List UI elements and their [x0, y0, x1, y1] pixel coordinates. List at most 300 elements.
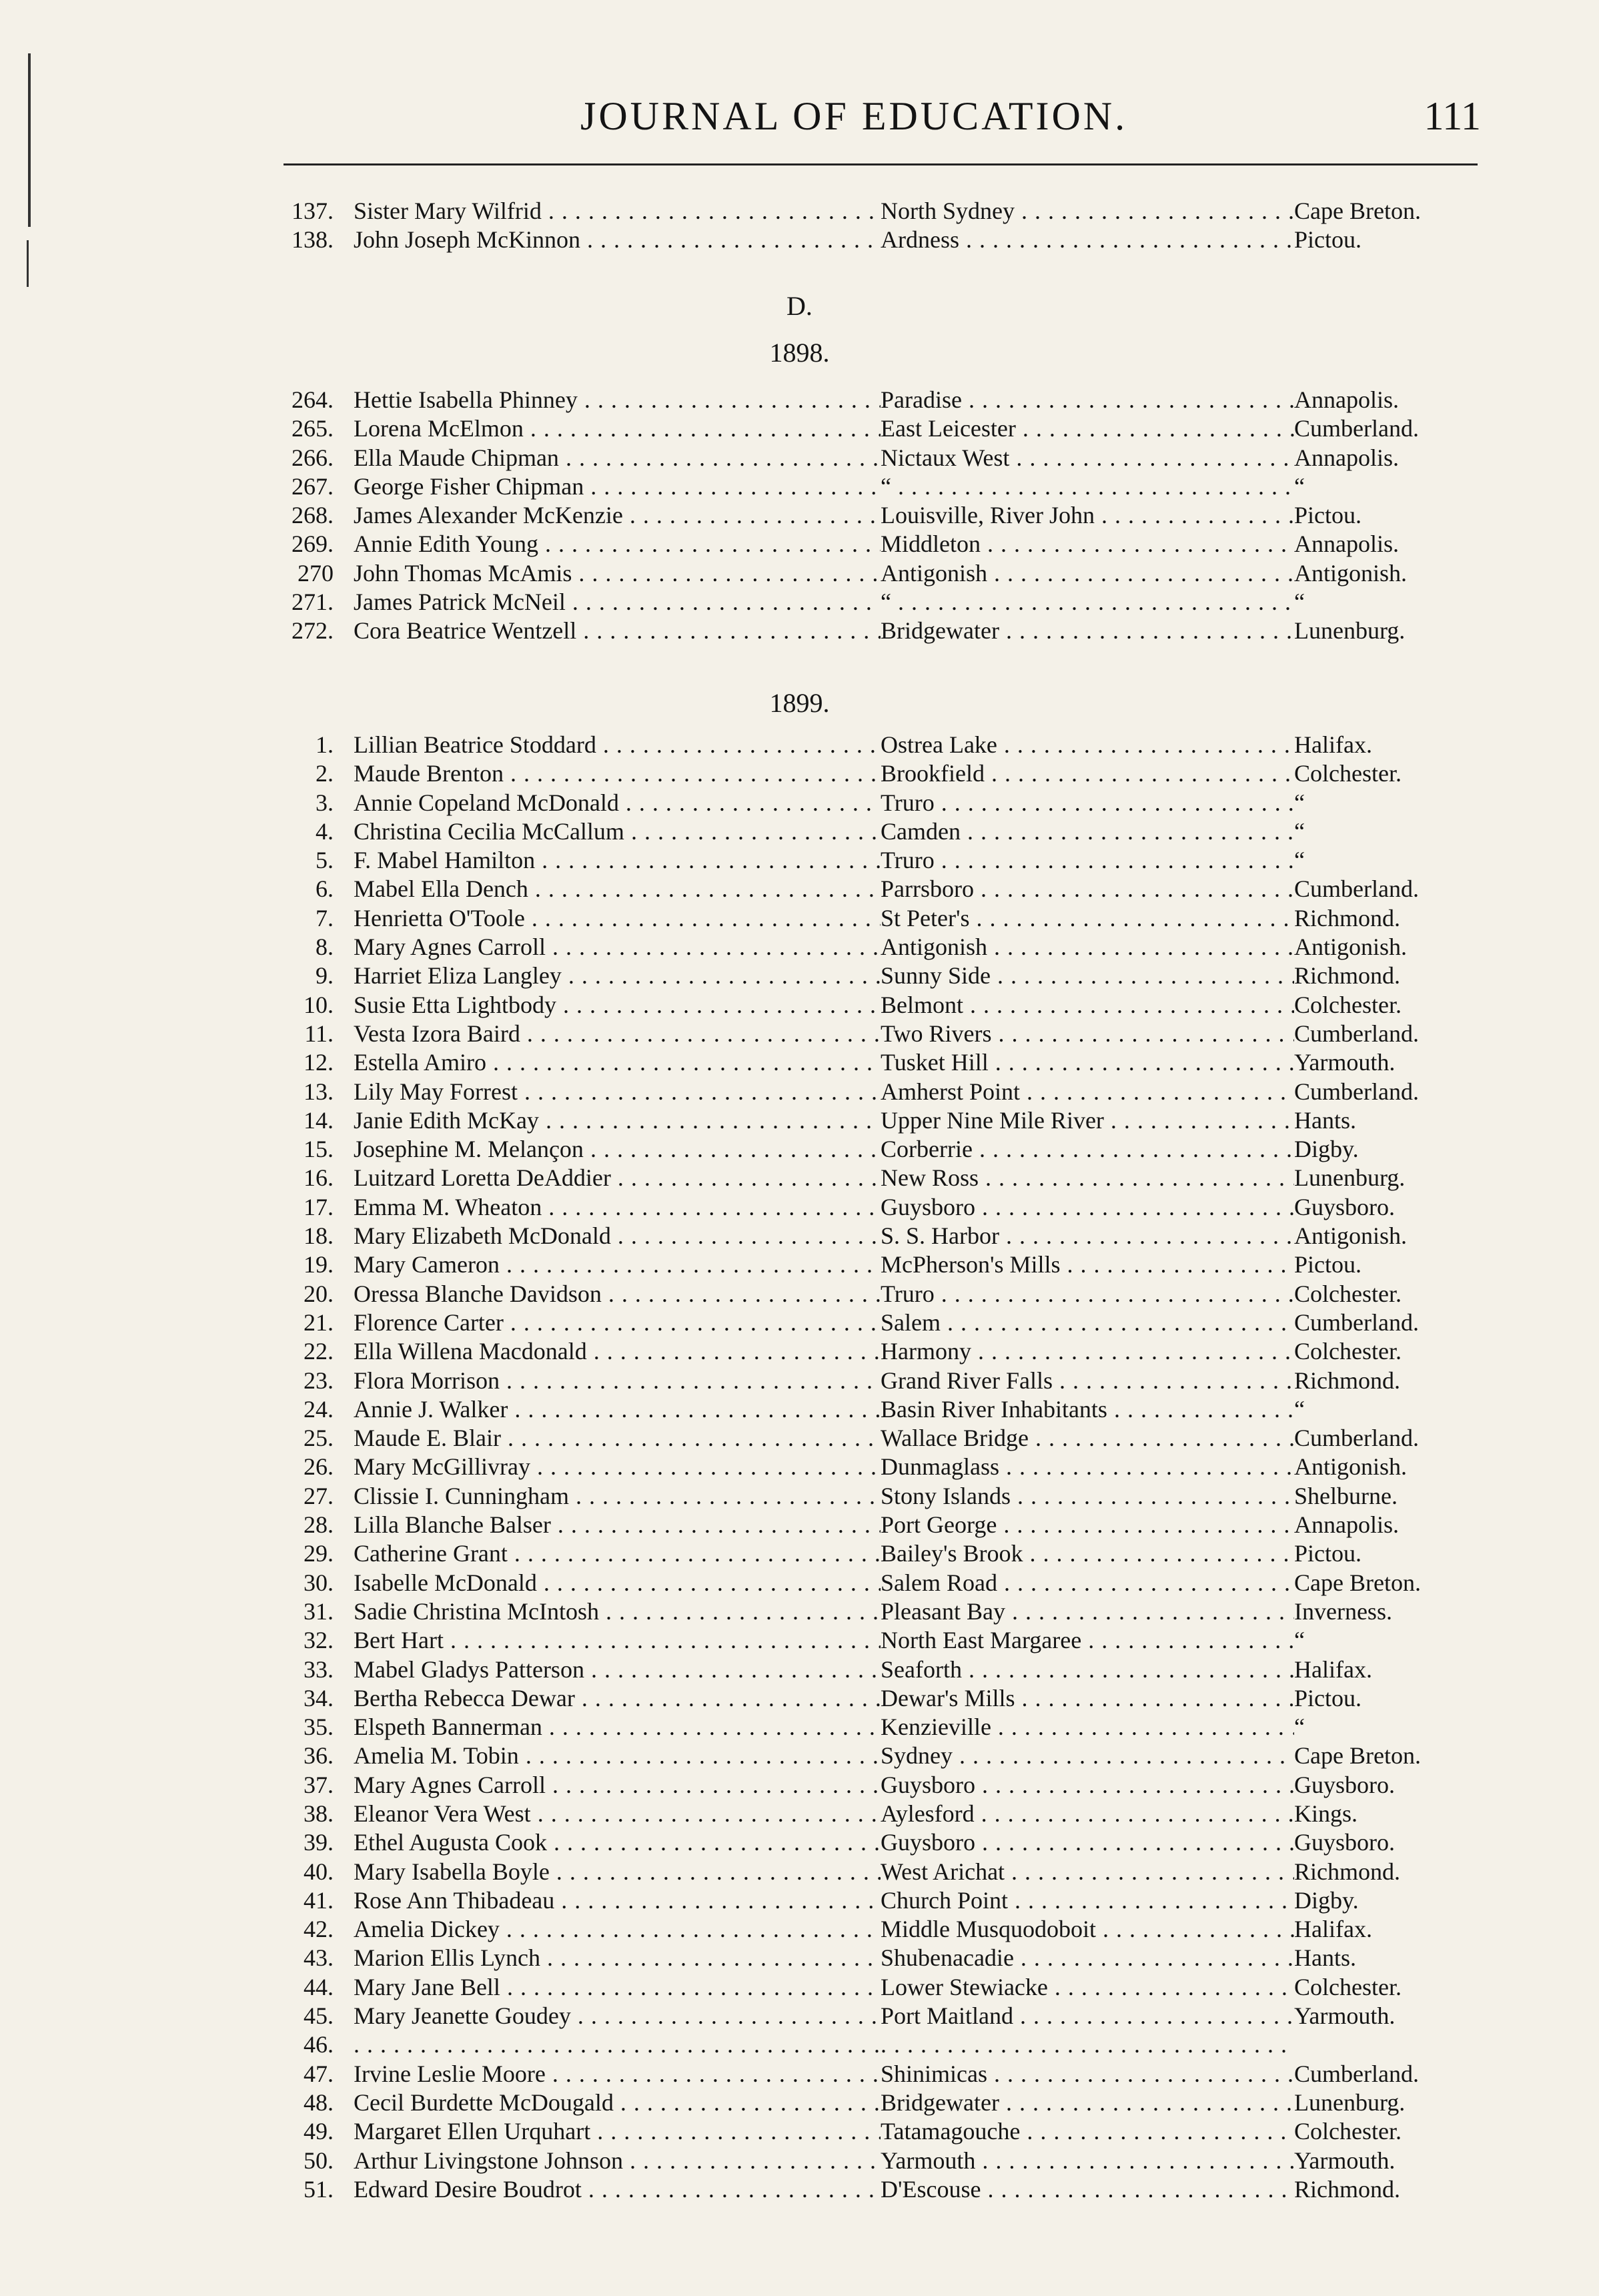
entry-place: S. S. Harbor . . . — [881, 1222, 1294, 1250]
list-item — [253, 2088, 1494, 2117]
entry-name: Irvine Leslie Moore . . . — [354, 2060, 881, 2088]
entry-county: Annapolis. — [1294, 386, 1399, 413]
list-item — [253, 1367, 1494, 1395]
entry-place: Lower Stewiacke . . . — [881, 1973, 1294, 2002]
list-item — [253, 1828, 1494, 1857]
entry-county: Richmond. — [1294, 962, 1400, 990]
entry-number: 41. — [304, 1886, 334, 1914]
entry-place: Sunny Side . . . — [881, 962, 1294, 990]
entry-number: 39. — [304, 1829, 334, 1856]
entry-number: 268. — [292, 502, 334, 529]
list-item — [253, 530, 1494, 558]
entry-name: Amelia Dickey . . . — [354, 1915, 881, 1944]
entry-name: Ella Maude Chipman . . . — [354, 444, 881, 472]
list-item — [253, 414, 1494, 443]
entry-name: Maude E. Blair . . . — [354, 1424, 881, 1453]
entry-county: Yarmouth. — [1294, 2002, 1396, 2030]
entry-name: Annie Edith Young . . . — [354, 530, 881, 558]
entry-name: Lilla Blanche Balser . . . — [354, 1511, 881, 1539]
entry-county: Yarmouth. — [1294, 2147, 1396, 2174]
entry-place: Guysboro . . . — [881, 1828, 1294, 1857]
entry-number: 11. — [304, 1020, 334, 1047]
entry-county: Cumberland. — [1294, 1078, 1419, 1105]
entry-place: St Peter's . . . — [881, 904, 1294, 933]
list-item — [253, 2060, 1494, 2088]
entry-name: Mary McGillivray . . . — [354, 1453, 881, 1481]
entry-name: Cecil Burdette McDougald . . . — [354, 2088, 881, 2117]
list-item — [253, 731, 1494, 759]
entry-county: Guysboro. — [1294, 1829, 1395, 1856]
entry-number: 272. — [292, 617, 334, 645]
entry-county: Cumberland. — [1294, 2060, 1419, 2087]
entry-number: 29. — [304, 1540, 334, 1567]
list-item — [253, 444, 1494, 472]
entry-name: Vesta Izora Baird . . . — [354, 1020, 881, 1048]
list-item — [253, 759, 1494, 788]
entry-place: Salem . . . — [881, 1308, 1294, 1337]
entry-name: Florence Carter . . . — [354, 1308, 881, 1337]
page-header — [280, 93, 1481, 140]
entry-county: Colchester. — [1294, 1338, 1402, 1365]
list-item — [253, 1020, 1494, 1048]
entry-place: Paradise . . . — [881, 386, 1294, 414]
list-item — [253, 991, 1494, 1020]
entry-number: 20. — [304, 1280, 334, 1307]
entry-place: Sydney . . . — [881, 1742, 1294, 1770]
entry-name: Bert Hart . . . — [354, 1626, 881, 1655]
entry-name: Margaret Ellen Urquhart . . . — [354, 2117, 881, 2146]
list-item — [253, 1222, 1494, 1250]
entry-name: Lily May Forrest . . . — [354, 1078, 881, 1106]
entry-place: Guysboro . . . — [881, 1193, 1294, 1222]
entry-name: Eleanor Vera West . . . — [354, 1800, 881, 1828]
entry-place: Truro . . . — [881, 1280, 1294, 1308]
entry-name: James Patrick McNeil . . . — [354, 588, 881, 617]
entry-county: Annapolis. — [1294, 444, 1399, 471]
list-item — [253, 1915, 1494, 1944]
entry-name: Mary Agnes Carroll . . . — [354, 1771, 881, 1800]
entry-name: Bertha Rebecca Dewar . . . — [354, 1684, 881, 1713]
entry-place: Dunmaglass . . . — [881, 1453, 1294, 1481]
entry-county: Pictou. — [1294, 1684, 1362, 1711]
entry-county: “ — [1294, 1713, 1305, 1741]
list-item — [253, 933, 1494, 962]
entry-number: 22. — [304, 1338, 334, 1365]
entry-place: Antigonish . . . — [881, 933, 1294, 962]
entry-name: Annie Copeland McDonald . . . — [354, 789, 881, 817]
entry-county: Annapolis. — [1294, 530, 1399, 558]
entry-county: Richmond. — [1294, 904, 1400, 931]
entry-place: Church Point . . . — [881, 1886, 1294, 1915]
entry-number: 51. — [304, 2175, 334, 2203]
list-item — [253, 386, 1494, 414]
entry-place: Port George . . . — [881, 1511, 1294, 1539]
entry-number: 4. — [316, 817, 334, 845]
entry-name: Ethel Augusta Cook . . . — [354, 1828, 881, 1857]
year-heading-1898: 1898. — [769, 338, 830, 368]
entry-number: 8. — [316, 933, 334, 961]
entry-county: Richmond. — [1294, 1858, 1400, 1885]
entry-number: 34. — [304, 1684, 334, 1711]
list-item — [253, 904, 1494, 933]
entry-name: Mary Cameron . . . — [354, 1250, 881, 1279]
entry-county: Lunenburg. — [1294, 2088, 1406, 2116]
entry-county: “ — [1294, 472, 1305, 500]
entry-number: 17. — [304, 1193, 334, 1220]
entry-county: Antigonish. — [1294, 1222, 1408, 1250]
list-item — [253, 1424, 1494, 1453]
section-letter: D. — [786, 291, 813, 321]
list-item — [253, 817, 1494, 846]
entry-county: “ — [1294, 817, 1305, 845]
entry-number: 270 — [298, 559, 334, 587]
entry-name: John Thomas McAmis . . . — [354, 559, 881, 588]
entry-number: 10. — [304, 991, 334, 1018]
entry-name: James Alexander McKenzie . . . — [354, 501, 881, 530]
entry-name: Arthur Livingstone Johnson . . . — [354, 2147, 881, 2175]
list-item — [253, 1511, 1494, 1539]
entry-place: “ . . . — [881, 588, 1294, 617]
entry-county: “ — [1294, 589, 1305, 616]
entry-county: Guysboro. — [1294, 1193, 1395, 1220]
entry-place: Seaforth . . . — [881, 1655, 1294, 1684]
entry-name: Marion Ellis Lynch . . . — [354, 1944, 881, 1972]
entry-county: Halifax. — [1294, 1916, 1372, 1943]
entry-county: Cape Breton. — [1294, 1742, 1421, 1770]
list-item — [253, 1135, 1494, 1164]
entry-name: Ella Willena Macdonald . . . — [354, 1337, 881, 1366]
entry-county: Digby. — [1294, 1886, 1359, 1914]
entries-1898 — [253, 386, 1494, 646]
entry-county: Colchester. — [1294, 1280, 1402, 1307]
entry-number: 25. — [304, 1425, 334, 1452]
entry-name: Christina Cecilia McCallum . . . — [354, 817, 881, 846]
entry-county: Cumberland. — [1294, 1308, 1419, 1336]
entry-number: 49. — [304, 2118, 334, 2145]
entry-place: Amherst Point . . . — [881, 1078, 1294, 1106]
entry-number: 46. — [304, 2031, 334, 2058]
entry-name: John Joseph McKinnon . . . — [354, 226, 881, 254]
entry-place: Guysboro . . . — [881, 1771, 1294, 1800]
entry-place: Shubenacadie . . . — [881, 1944, 1294, 1972]
entry-number: 30. — [304, 1569, 334, 1596]
entry-place: Harmony . . . — [881, 1337, 1294, 1366]
entry-name: Maude Brenton . . . — [354, 759, 881, 788]
entry-county: Lunenburg. — [1294, 617, 1406, 645]
entry-county: Colchester. — [1294, 991, 1402, 1018]
list-item — [253, 1106, 1494, 1135]
entry-place: Belmont . . . — [881, 991, 1294, 1020]
entry-number: 7. — [316, 904, 334, 931]
entry-county: Annapolis. — [1294, 1511, 1399, 1539]
list-item — [253, 789, 1494, 817]
entry-name: Henrietta O'Toole . . . — [354, 904, 881, 933]
entry-place: Dewar's Mills . . . — [881, 1684, 1294, 1713]
entry-county: Cape Breton. — [1294, 198, 1421, 224]
entry-name: Cora Beatrice Wentzell . . . — [354, 617, 881, 645]
entry-number: 28. — [304, 1511, 334, 1539]
entry-place: Tusket Hill . . . — [881, 1048, 1294, 1077]
entry-county: Yarmouth. — [1294, 1049, 1396, 1076]
section-c-continuation — [253, 197, 1494, 255]
entry-name: Susie Etta Lightbody . . . — [354, 991, 881, 1020]
list-item — [253, 1482, 1494, 1511]
list-item — [253, 1048, 1494, 1077]
entry-county: “ — [1294, 847, 1305, 874]
entry-number: 40. — [304, 1858, 334, 1885]
entry-number: 137. — [292, 198, 334, 224]
entry-number: 6. — [316, 875, 334, 903]
entry-place: Salem Road . . . — [881, 1569, 1294, 1597]
list-item — [253, 1337, 1494, 1366]
entry-number: 5. — [316, 847, 334, 874]
entry-county: Hants. — [1294, 1944, 1356, 1972]
entry-place: Two Rivers . . . — [881, 1020, 1294, 1048]
entry-name: Lillian Beatrice Stoddard . . . — [354, 731, 881, 759]
entry-place: Truro . . . — [881, 789, 1294, 817]
list-item — [253, 962, 1494, 990]
entry-name: Janie Edith McKay . . . — [354, 1106, 881, 1135]
list-item — [253, 2175, 1494, 2204]
entry-number: 33. — [304, 1655, 334, 1683]
entry-number: 44. — [304, 1973, 334, 2000]
entry-name: Annie J. Walker . . . — [354, 1395, 881, 1424]
binding-mark — [27, 240, 29, 287]
entry-county: Cumberland. — [1294, 875, 1419, 903]
entries-1899 — [253, 731, 1494, 2204]
entry-number: 265. — [292, 415, 334, 442]
entry-place: Upper Nine Mile River . . . — [881, 1106, 1294, 1135]
entry-place: Middle Musquodoboit . . . — [881, 1915, 1294, 1944]
entry-place: Louisville, River John . . . — [881, 501, 1294, 530]
entry-county: Richmond. — [1294, 1367, 1400, 1394]
entry-number: 12. — [304, 1049, 334, 1076]
list-item — [253, 226, 1494, 254]
entry-place: North East Margaree . . . — [881, 1626, 1294, 1655]
entry-place: New Ross . . . — [881, 1164, 1294, 1192]
year-heading-1899: 1899. — [769, 688, 830, 718]
entry-county: Hants. — [1294, 1106, 1356, 1134]
entry-place: Ardness . . . — [881, 226, 1294, 254]
list-item — [253, 1453, 1494, 1481]
list-item — [253, 1655, 1494, 1684]
entry-place: “ . . . — [881, 472, 1294, 501]
entry-place: Parrsboro . . . — [881, 875, 1294, 903]
list-item — [253, 1771, 1494, 1800]
entry-place: Antigonish . . . — [881, 559, 1294, 588]
entry-county: Inverness. — [1294, 1597, 1392, 1625]
entry-county: Guysboro. — [1294, 1771, 1395, 1798]
entry-name: Mary Elizabeth McDonald . . . — [354, 1222, 881, 1250]
entry-number: 47. — [304, 2060, 334, 2087]
entry-number: 269. — [292, 530, 334, 558]
entry-name: Flora Morrison . . . — [354, 1367, 881, 1395]
entry-number: 9. — [316, 962, 334, 990]
entry-place: Basin River Inhabitants . . . — [881, 1395, 1294, 1424]
entry-county: Cumberland. — [1294, 415, 1419, 442]
entry-number: 1. — [316, 731, 334, 758]
entry-place: Yarmouth . . . — [881, 2147, 1294, 2175]
list-item — [253, 1713, 1494, 1742]
entry-name: Clissie I. Cunningham . . . — [354, 1482, 881, 1511]
list-item — [253, 501, 1494, 530]
entry-county: Richmond. — [1294, 2175, 1400, 2203]
entry-county: Colchester. — [1294, 760, 1402, 787]
entry-place: North Sydney . . . — [881, 197, 1294, 226]
entry-number: 13. — [304, 1078, 334, 1105]
entry-name: Sister Mary Wilfrid . . . — [354, 197, 881, 226]
list-item — [253, 2147, 1494, 2175]
list-item — [253, 617, 1494, 645]
list-item — [253, 472, 1494, 501]
entry-county: Antigonish. — [1294, 933, 1408, 961]
entry-number: 48. — [304, 2088, 334, 2116]
entry-number: 23. — [304, 1367, 334, 1394]
entry-county: Cumberland. — [1294, 1020, 1419, 1047]
entry-number: 18. — [304, 1222, 334, 1250]
entry-place: West Arichat . . . — [881, 1858, 1294, 1886]
list-item — [253, 1569, 1494, 1597]
entry-county: Colchester. — [1294, 1973, 1402, 2000]
entry-place: Stony Islands . . . — [881, 1482, 1294, 1511]
entry-name: Josephine M. Melançon . . . — [354, 1135, 881, 1164]
list-item — [253, 875, 1494, 903]
entry-name: Mary Isabella Boyle . . . — [354, 1858, 881, 1886]
entry-county: Kings. — [1294, 1800, 1358, 1827]
entry-name: Mabel Ella Dench . . . — [354, 875, 881, 903]
entry-name: George Fisher Chipman . . . — [354, 472, 881, 501]
entry-number: 14. — [304, 1106, 334, 1134]
entry-place: Corberrie . . . — [881, 1135, 1294, 1164]
entry-number: 32. — [304, 1627, 334, 1654]
binding-mark — [28, 53, 31, 227]
entry-name: Isabelle McDonald . . . — [354, 1569, 881, 1597]
list-item — [253, 1800, 1494, 1828]
entry-number: 45. — [304, 2002, 334, 2030]
entry-name: Hettie Isabella Phinney . . . — [354, 386, 881, 414]
list-item — [253, 846, 1494, 875]
entry-place: Bridgewater . . . — [881, 2088, 1294, 2117]
entry-number: 24. — [304, 1395, 334, 1423]
list-item — [253, 1395, 1494, 1424]
entry-place: McPherson's Mills . . . — [881, 1250, 1294, 1279]
entry-place: Brookfield . . . — [881, 759, 1294, 788]
journal-title: JOURNAL OF EDUCATION. — [580, 94, 1128, 138]
entry-number: 266. — [292, 444, 334, 471]
entry-name: Estella Amiro . . . — [354, 1048, 881, 1077]
list-item — [253, 1078, 1494, 1106]
list-item — [253, 1308, 1494, 1337]
entry-place: Bailey's Brook . . . — [881, 1539, 1294, 1568]
entry-name: Mabel Gladys Patterson . . . — [354, 1655, 881, 1684]
list-item — [253, 197, 1494, 226]
entry-number: 16. — [304, 1164, 334, 1192]
list-item — [253, 1684, 1494, 1713]
entry-place: Nictaux West . . . — [881, 444, 1294, 472]
entry-number: 36. — [304, 1742, 334, 1770]
list-item — [253, 1250, 1494, 1279]
entry-number: 19. — [304, 1251, 334, 1278]
entry-number: 42. — [304, 1916, 334, 1943]
entry-place: Kenzieville . . . — [881, 1713, 1294, 1742]
entry-number: 264. — [292, 386, 334, 413]
entry-county: Pictou. — [1294, 1251, 1362, 1278]
list-item — [253, 2030, 1494, 2059]
entry-name: Mary Jane Bell . . . — [354, 1973, 881, 2002]
entry-place: Pleasant Bay . . . — [881, 1597, 1294, 1626]
list-item — [253, 1944, 1494, 1972]
entry-place: Bridgewater . . . — [881, 617, 1294, 645]
entry-number: 38. — [304, 1800, 334, 1827]
entry-number: 35. — [304, 1713, 334, 1741]
entry-number: 50. — [304, 2147, 334, 2174]
entry-county: “ — [1294, 789, 1305, 816]
list-item — [253, 1280, 1494, 1308]
list-item — [253, 1539, 1494, 1568]
entry-county: Pictou. — [1294, 1540, 1362, 1567]
entry-name: Emma M. Wheaton . . . — [354, 1193, 881, 1222]
list-item — [253, 1973, 1494, 2002]
entry-number: 3. — [316, 789, 334, 816]
entry-name: Edward Desire Boudrot . . . — [354, 2175, 881, 2204]
entry-place: Middleton . . . — [881, 530, 1294, 558]
entry-county: “ — [1294, 1395, 1305, 1423]
entry-name: Rose Ann Thibadeau . . . — [354, 1886, 881, 1915]
list-item — [253, 1858, 1494, 1886]
entry-number: 267. — [292, 472, 334, 500]
list-item — [253, 1164, 1494, 1192]
entry-name: Luitzard Loretta DeAddier . . . — [354, 1164, 881, 1192]
entry-name: Lorena McElmon . . . — [354, 414, 881, 443]
entry-number: 37. — [304, 1771, 334, 1798]
entry-place: D'Escouse . . . — [881, 2175, 1294, 2204]
entry-county: Pictou. — [1294, 502, 1362, 529]
page-number: 111 — [1424, 94, 1481, 138]
entry-place: Wallace Bridge . . . — [881, 1424, 1294, 1453]
list-item — [253, 1597, 1494, 1626]
entry-county: Cumberland. — [1294, 1425, 1419, 1452]
entry-county: Digby. — [1294, 1136, 1359, 1163]
entry-place: Ostrea Lake . . . — [881, 731, 1294, 759]
list-item — [253, 559, 1494, 588]
entry-place: Shinimicas . . . — [881, 2060, 1294, 2088]
entry-county: Cape Breton. — [1294, 1569, 1421, 1596]
entry-number: 43. — [304, 1944, 334, 1972]
entry-name: Oressa Blanche Davidson . . . — [354, 1280, 881, 1308]
entry-number: 31. — [304, 1597, 334, 1625]
header-rule — [284, 163, 1478, 165]
entry-number: 15. — [304, 1136, 334, 1163]
entry-county: Halifax. — [1294, 731, 1372, 758]
entry-place: Truro . . . — [881, 846, 1294, 875]
entry-number: 138. — [292, 226, 334, 254]
list-item — [253, 2117, 1494, 2146]
entry-name: Sadie Christina McIntosh . . . — [354, 1597, 881, 1626]
entry-place: Port Maitland . . . — [881, 2002, 1294, 2030]
entry-name: Elspeth Bannerman . . . — [354, 1713, 881, 1742]
entry-place: Aylesford . . . — [881, 1800, 1294, 1828]
entry-county: Colchester. — [1294, 2118, 1402, 2145]
entry-county: Halifax. — [1294, 1655, 1372, 1683]
entry-name: Amelia M. Tobin . . . — [354, 1742, 881, 1770]
entry-number: 271. — [292, 589, 334, 616]
entry-name — [354, 2030, 881, 2059]
entry-county: Antigonish. — [1294, 1453, 1408, 1481]
entry-place: Camden . . . — [881, 817, 1294, 846]
entry-place: East Leicester . . . — [881, 414, 1294, 443]
list-item — [253, 1742, 1494, 1770]
entry-place: Grand River Falls . . . — [881, 1367, 1294, 1395]
